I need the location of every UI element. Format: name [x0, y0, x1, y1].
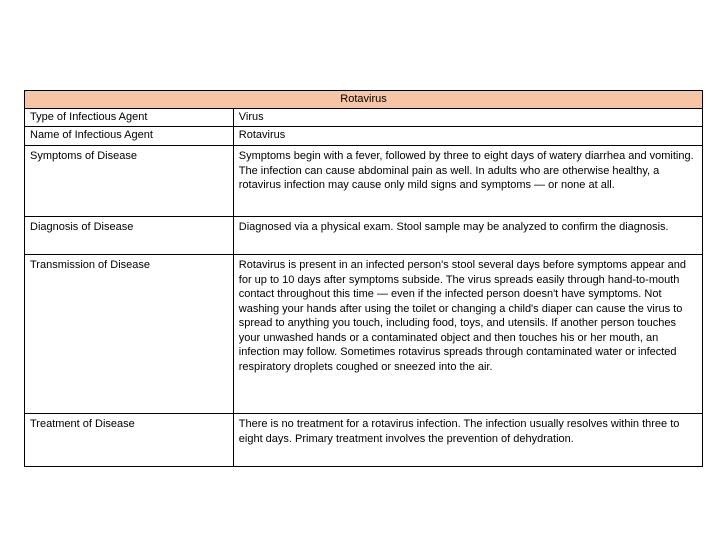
row-value-treatment: There is no treatment for a rotavirus infection. The infection usually resolves within three to eight days. Primary treatment involves the prevention of dehydration.: [233, 414, 702, 467]
table-row-treatment: [25, 414, 703, 467]
table-header-row: [25, 91, 703, 109]
row-label-treatment: Treatment of Disease: [25, 414, 234, 467]
row-label-symptoms: Symptoms of Disease: [25, 146, 234, 217]
row-label-diagnosis: Diagnosis of Disease: [25, 217, 234, 255]
row-value-name: Rotavirus: [233, 127, 702, 146]
rotavirus-info-table: [24, 90, 703, 467]
row-value-diagnosis: Diagnosed via a physical exam. Stool sample may be analyzed to confirm the diagnosis.: [233, 217, 702, 255]
table-header-title: Rotavirus: [25, 91, 703, 109]
row-value-type: Virus: [233, 108, 702, 127]
table-row-transmission: [25, 255, 703, 414]
table-row-name: [25, 127, 703, 146]
row-label-type: Type of Infectious Agent: [25, 108, 234, 127]
table-row-diagnosis: [25, 217, 703, 255]
row-value-transmission: Rotavirus is present in an infected person's stool several days before symptoms appear and for up to 10 days after symptoms subside. The virus spreads easily through hand-to-mouth contact throughout this time — even if the infected person doesn't have symptoms. Not washing your hands after using the toilet or changing a child's diaper can cause the virus to spread to anything you touch, including food, toys, and utensils. If another person touches your unwashed hands or a contaminated object and then touches his or her mouth, an infection may follow. Sometimes rotavirus spreads through contaminated water or infected respiratory droplets coughed or sneezed into the air.: [233, 255, 702, 414]
row-value-symptoms: Symptoms begin with a fever, followed by three to eight days of watery diarrhea and vomiting. The infection can cause abdominal pain as well. In adults who are otherwise healthy, a rotavirus infection may cause only mild signs and symptoms — or none at all.: [233, 146, 702, 217]
table-row-symptoms: [25, 146, 703, 217]
table-row-type: [25, 108, 703, 127]
row-label-transmission: Transmission of Disease: [25, 255, 234, 414]
row-label-name: Name of Infectious Agent: [25, 127, 234, 146]
